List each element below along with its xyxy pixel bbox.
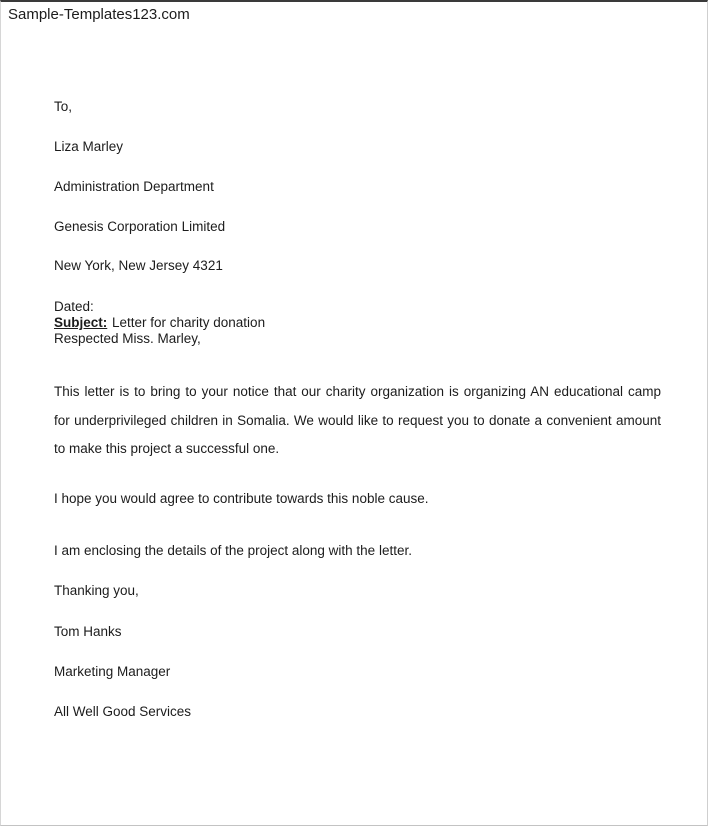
- to-label: To,: [54, 99, 73, 114]
- subject-label: Subject:: [54, 315, 108, 330]
- body-paragraph-3: I am enclosing the details of the project along with the letter.: [54, 543, 412, 558]
- signature-company: All Well Good Services: [54, 704, 192, 719]
- subject-text: Letter for charity donation: [111, 315, 266, 330]
- subject-line: [54, 314, 265, 331]
- recipient-department: Administration Department: [54, 179, 214, 194]
- signature-name: Tom Hanks: [54, 624, 122, 639]
- body-paragraph-2: I hope you would agree to contribute towards this noble cause.: [54, 491, 429, 506]
- recipient-name: Liza Marley: [54, 139, 124, 154]
- greeting-line: Respected Miss. Marley,: [54, 331, 201, 346]
- recipient-address: New York, New Jersey 4321: [54, 258, 223, 273]
- site-header-watermark: Sample-Templates123.com: [8, 6, 190, 23]
- closing-line: Thanking you,: [54, 583, 139, 598]
- body-paragraph-1: This letter is to bring to your notice that our charity organization is organizing AN educational camp for underprivileged children in Somalia. We would like to request you to donate a convenient amount to make this project a successful one.: [54, 384, 661, 457]
- dated-label: Dated:: [54, 299, 94, 314]
- signature-title: Marketing Manager: [54, 664, 171, 679]
- recipient-company: Genesis Corporation Limited: [54, 219, 226, 234]
